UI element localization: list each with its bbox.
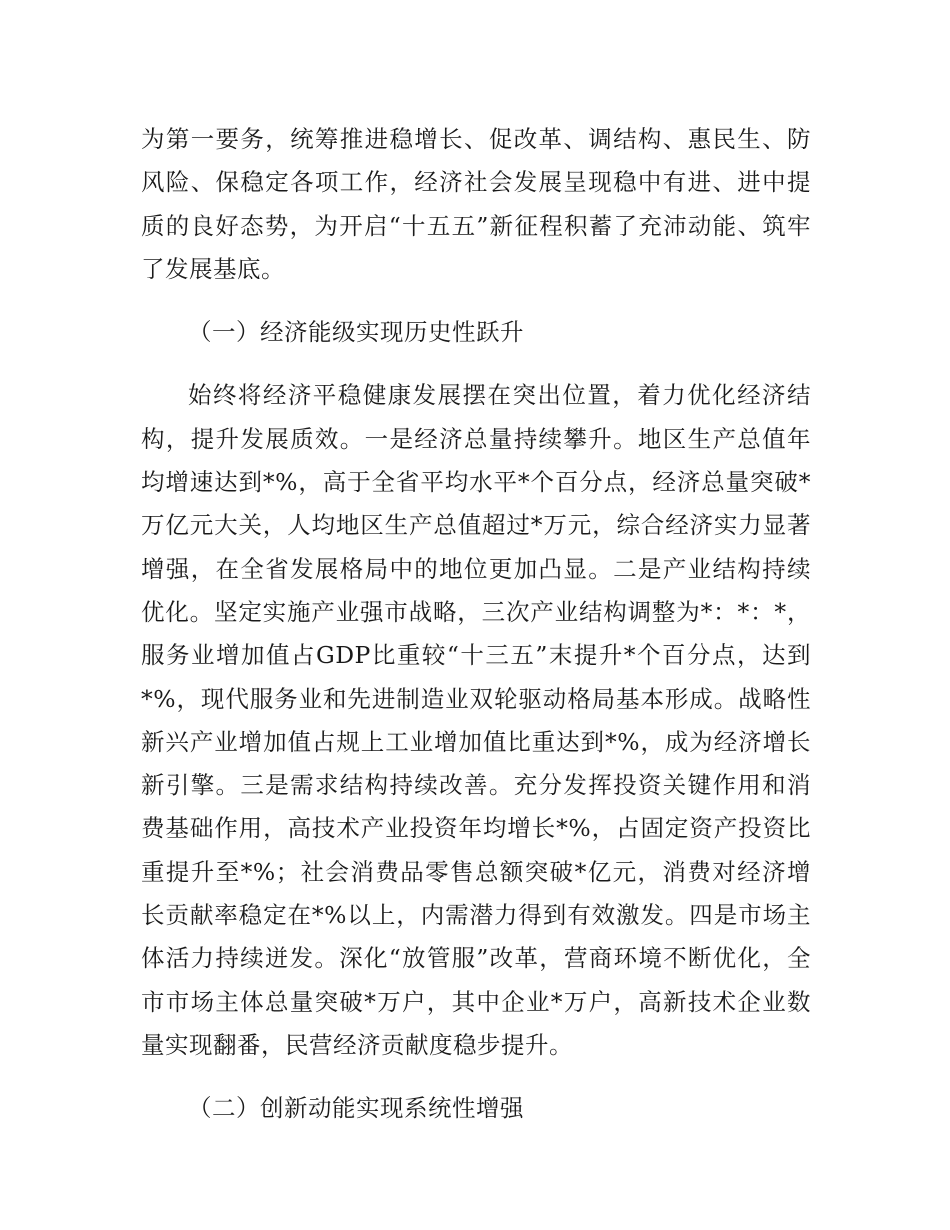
intro-paragraph: 为第一要务，统筹推进稳增长、促改革、调结构、惠民生、防风险、保稳定各项工作，经济社会发展呈现稳中有进、进中提质的良好态势，为开启“十五五”新征程积蓄了充沛动能、筑牢了发展基底。 — [141, 125, 811, 283]
section-heading-economy: （一）经济能级实现历史性跃升 — [188, 318, 524, 347]
section-body-economy: 始终将经济平稳健康发展摆在突出位置，着力优化经济结构，提升发展质效。一是经济总量持续攀升。地区生产总值年均增速达到*%，高于全省平均水平*个百分点，经济总量突破*万亿元大关，人均地区生产总值超过*万元，综合经济实力显著增强，在全省发展格局中的地位更加凸显。二是产业结构持续优化。坚定实施产业强市战略，三次产业结构调整为*：*：*，服务业增加值占GDP比重较“十三五”末提升*个百分点，达到*%，现代服务业和先进制造业双轮驱动格局基本形成。战略性新兴产业增加值占规上工业增加值比重达到*%，成为经济增长新引擎。三是需求结构持续改善。充分发挥投资关键作用和消费基础作用，高技术产业投资年均增长*%，占固定资产投资比重提升至*%；社会消费品零售总额突破*亿元，消费对经济增长贡献率稳定在*%以上，内需潜力得到有效激发。四是市场主体活力持续迸发。深化“放管服”改革，营商环境不断优化，全市市场主体总量突破*万户，其中企业*万户，高新技术企业数量实现翻番，民营经济贡献度稳步提升。 — [141, 381, 811, 1059]
document-body — [141, 118, 811, 1151]
section-heading-innovation: （二）创新动能实现系统性增强 — [188, 1094, 524, 1123]
